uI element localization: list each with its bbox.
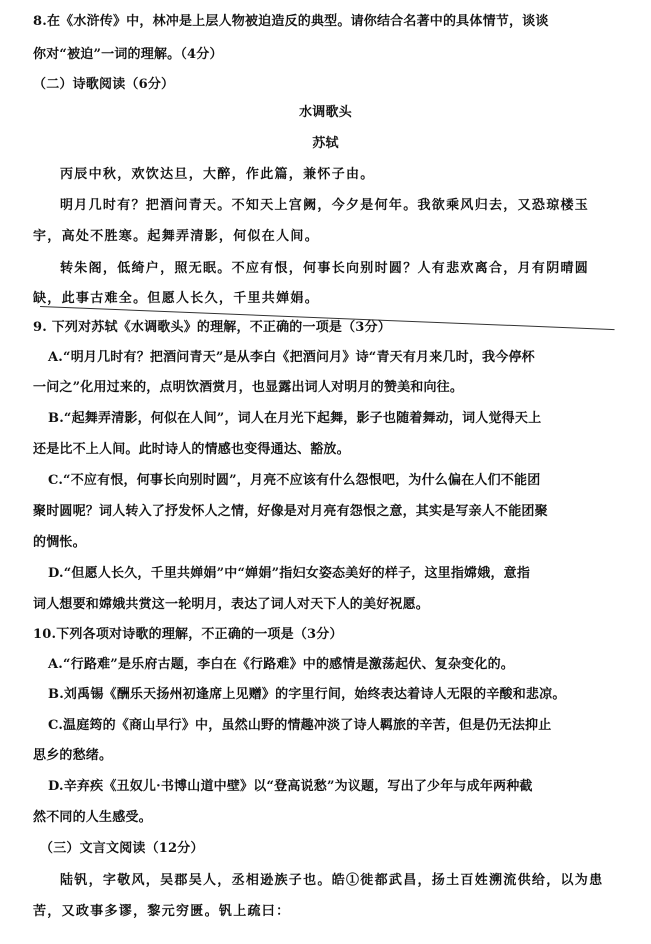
poem-line-4: 缺，此事古难全。但愿人长久，千里共婵娟。 — [33, 291, 320, 306]
q10-stem: 10.下列各项对诗歌的理解，不正确的一项是（3分） — [33, 627, 343, 642]
q10-option-a: A.“行路难”是乐府古题，李白在《行路难》中的感情是激荡起伏、复杂变化的。 — [48, 657, 514, 672]
q10-option-d-line-1: D.辛弃疾《丑奴儿·书博山道中壁》以“登高说愁”为议题，写出了少年与成年两种截 — [48, 779, 533, 794]
q10-option-b: B.刘禹锡《酬乐天扬州初逢席上见赠》的字里行间，始终表达着诗人无限的辛酸和悲凉。 — [48, 687, 566, 702]
q8-line-2: 你对“被迫”一词的理解。（4分） — [33, 47, 223, 62]
q9-option-c-line-2: 聚时圆呢？词人转入了抒发怀人之情，好像是对月亮有怨恨之意，其实是写亲人不能团聚 — [33, 504, 548, 519]
poem-line-1: 明月几时有？把酒问青天。不知天上宫阙，今夕是何年。我欲乘风归去，又恐琼楼玉 — [60, 198, 590, 213]
q9-option-c-line-3: 的惆怅。 — [33, 535, 86, 550]
poem-author: 苏轼 — [312, 136, 339, 151]
q9-option-d-line-1: D.“但愿人长久，千里共婵娟”中“婵娟”指妇女姿态美好的样子，这里指嫦娥，意指 — [48, 566, 531, 581]
poem-title: 水调歌头 — [299, 105, 352, 120]
q9-option-b-line-2: 还是比不上人间。此时诗人的情感也变得通达、豁放。 — [33, 442, 350, 457]
q10-option-d-line-2: 然不同的人生感受。 — [33, 810, 152, 825]
section2-heading: （二）诗歌阅读（6分） — [33, 77, 175, 92]
q9-option-a-line-2: 一问之”化用过来的，点明饮酒赏月，也显露出词人对明月的赞美和向往。 — [33, 380, 464, 395]
q9-option-c-line-1: C.“不应有恨，何事长向别时圆”，月亮不应该有什么怨恨吧，为什么偏在人们不能团 — [48, 473, 541, 488]
poem-line-3: 转朱阁，低绮户，照无眠。不应有恨，何事长向别时圆？人有悲欢离合，月有阴晴圆 — [60, 261, 590, 276]
poem-preface: 丙辰中秋，欢饮达旦，大醉，作此篇，兼怀子由。 — [60, 167, 375, 182]
classical-text-line-1: 陆钒，字敬风，吴郡吴人，丞相逊族子也。皓①徙都武昌，扬土百姓溯流供给，以为患 — [60, 873, 604, 888]
section3-heading: （三）文言文阅读（12分） — [40, 841, 204, 856]
classical-text-line-2: 苦，又政事多谬，黎元穷匮。钒上疏曰： — [33, 904, 291, 919]
q9-stem: 9. 下列对苏轼《水调歌头》的理解，不正确的一项是（3分） — [33, 320, 391, 335]
q10-option-c-line-1: C.温庭筠的《商山早行》中，虽然山野的情趣冲淡了诗人羁旅的辛苦，但是仍无法抑止 — [48, 718, 552, 733]
q9-option-b-line-1: B.“起舞弄清影，何似在人间”，词人在月光下起舞，影子也随着舞动，词人觉得天上 — [48, 411, 542, 426]
q9-option-a-line-1: A.“明月几时有？把酒问青天”是从李白《把酒问月》诗“青天有月来几时，我今停杯 — [48, 350, 535, 365]
q10-option-c-line-2: 思乡的愁绪。 — [33, 748, 113, 763]
poem-line-2: 宇，高处不胜寒。起舞弄清影，何似在人间。 — [33, 229, 320, 244]
q8-line-1: 8.在《水浒传》中，林冲是上层人物被迫造反的典型。请你结合名著中的具体情节，谈谈 — [33, 14, 549, 29]
q9-option-d-line-2: 词人想要和嫦娥共赏这一轮明月，表达了词人对天下人的美好祝愿。 — [33, 597, 430, 612]
